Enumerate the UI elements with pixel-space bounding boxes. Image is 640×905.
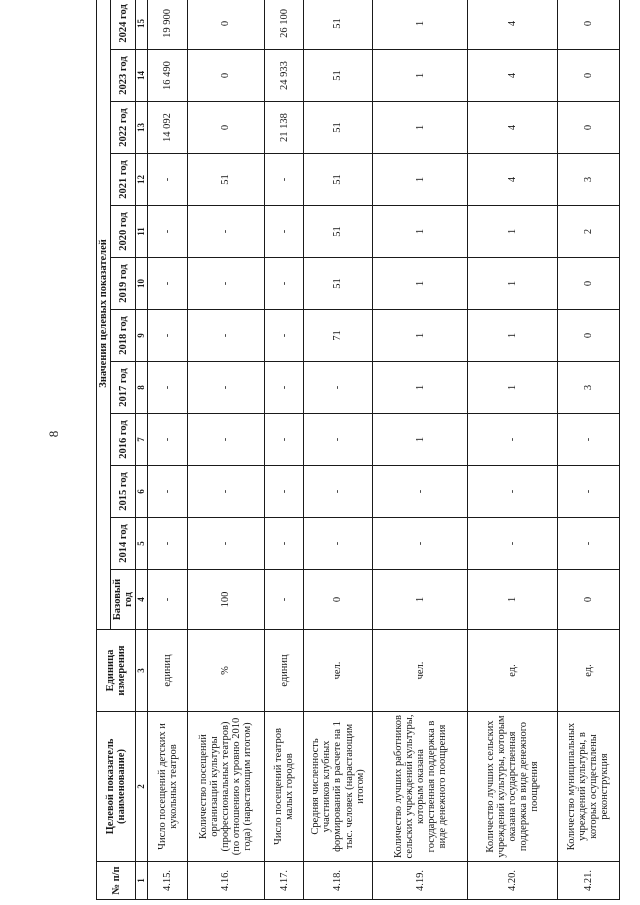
row-number: 4.18.	[304, 862, 373, 900]
column-number: 10	[136, 258, 148, 310]
value-cell: -	[264, 310, 303, 362]
indicator-name: Число посещений театров малых городов	[264, 712, 303, 862]
column-number: 15	[136, 0, 148, 50]
value-cell: 24 933	[264, 50, 303, 102]
value-cell: 0	[557, 570, 619, 630]
value-cell: 1	[372, 362, 468, 414]
value-cell: 1	[468, 206, 557, 258]
value-cell: 51	[304, 50, 373, 102]
row-number: 4.20.	[468, 862, 557, 900]
value-cell: -	[264, 206, 303, 258]
header-year: 2016 год	[111, 414, 136, 466]
column-number: 2	[136, 712, 148, 862]
value-cell: -	[264, 154, 303, 206]
value-cell: 51	[187, 154, 264, 206]
table-row	[557, 0, 619, 900]
unit-cell: единиц	[148, 630, 187, 712]
value-cell: -	[304, 414, 373, 466]
value-cell: -	[187, 258, 264, 310]
page-number: 8	[46, 430, 61, 438]
value-cell: -	[148, 206, 187, 258]
value-cell: -	[468, 518, 557, 570]
value-cell: 1	[372, 50, 468, 102]
column-number: 1	[136, 862, 148, 900]
column-number: 13	[136, 102, 148, 154]
table-row	[304, 0, 373, 900]
unit-cell: %	[187, 630, 264, 712]
indicator-name: Количество лучших сельских учреждений культуры, которым оказана государственная поддержка в виде денежного поощрения	[468, 712, 557, 862]
value-cell: -	[148, 310, 187, 362]
column-number: 5	[136, 518, 148, 570]
value-cell: -	[187, 466, 264, 518]
value-cell: 51	[304, 258, 373, 310]
unit-cell: чел.	[304, 630, 373, 712]
value-cell: 0	[187, 50, 264, 102]
value-cell: 2	[557, 206, 619, 258]
value-cell: 0	[557, 102, 619, 154]
value-cell: 1	[372, 206, 468, 258]
header-year: 2023 год	[111, 50, 136, 102]
row-number: 4.15.	[148, 862, 187, 900]
value-cell: 0	[557, 0, 619, 50]
value-cell: 1	[372, 570, 468, 630]
value-cell: -	[304, 362, 373, 414]
indicator-name: Число посещений детских и кукольных театров	[148, 712, 187, 862]
value-cell: -	[148, 466, 187, 518]
value-cell: 3	[557, 154, 619, 206]
row-number: 4.19.	[372, 862, 468, 900]
target-indicators-table	[96, 0, 620, 900]
column-number-row	[136, 0, 148, 900]
value-cell: 1	[468, 570, 557, 630]
value-cell: 1	[372, 310, 468, 362]
header-year: 2014 год	[111, 518, 136, 570]
value-cell: -	[148, 362, 187, 414]
value-cell: -	[372, 466, 468, 518]
value-cell: -	[264, 362, 303, 414]
value-cell: -	[304, 518, 373, 570]
value-cell: -	[187, 206, 264, 258]
value-cell: -	[264, 258, 303, 310]
value-cell: 3	[557, 362, 619, 414]
column-number: 6	[136, 466, 148, 518]
table-row	[468, 0, 557, 900]
table-row	[187, 0, 264, 900]
value-cell: 1	[468, 362, 557, 414]
value-cell: 1	[468, 310, 557, 362]
value-cell: -	[468, 414, 557, 466]
value-cell: 26 100	[264, 0, 303, 50]
value-cell: -	[264, 518, 303, 570]
value-cell: 4	[468, 0, 557, 50]
value-cell: -	[468, 466, 557, 518]
header-year: 2022 год	[111, 102, 136, 154]
value-cell: 4	[468, 50, 557, 102]
value-cell: -	[557, 466, 619, 518]
value-cell: -	[264, 414, 303, 466]
header-year: 2018 год	[111, 310, 136, 362]
value-cell: 0	[187, 102, 264, 154]
column-number: 12	[136, 154, 148, 206]
value-cell: -	[264, 466, 303, 518]
indicator-name: Количество лучших работников сельских учреждений культуры, которым оказана государственная поддержка в виде денежного поощрения	[372, 712, 468, 862]
value-cell: -	[148, 258, 187, 310]
indicator-name: Количество муниципальных учреждений культуры, в которых осуществлены реконструкция	[557, 712, 619, 862]
value-cell: -	[187, 362, 264, 414]
column-number: 9	[136, 310, 148, 362]
value-cell: -	[304, 466, 373, 518]
header-year: 2020 год	[111, 206, 136, 258]
header-year: 2017 год	[111, 362, 136, 414]
header-row-group	[97, 0, 111, 900]
value-cell: -	[148, 518, 187, 570]
value-cell: 4	[468, 102, 557, 154]
value-cell: 0	[557, 50, 619, 102]
table-row	[264, 0, 303, 900]
header-indicator: Целевой показатель (наименование)	[97, 712, 136, 862]
value-cell: 51	[304, 0, 373, 50]
value-cell: 1	[372, 414, 468, 466]
value-cell: 51	[304, 102, 373, 154]
value-cell: 14 092	[148, 102, 187, 154]
value-cell: 1	[372, 0, 468, 50]
value-cell: 71	[304, 310, 373, 362]
value-cell: -	[372, 518, 468, 570]
value-cell: 1	[372, 102, 468, 154]
header-year: 2019 год	[111, 258, 136, 310]
value-cell: -	[557, 518, 619, 570]
value-cell: 0	[187, 0, 264, 50]
row-number: 4.21.	[557, 862, 619, 900]
rotated-table-sheet	[96, 0, 620, 900]
header-year: 2021 год	[111, 154, 136, 206]
value-cell: -	[148, 414, 187, 466]
value-cell: -	[264, 570, 303, 630]
value-cell: -	[148, 154, 187, 206]
header-year: 2015 год	[111, 466, 136, 518]
value-cell: 51	[304, 154, 373, 206]
value-cell: 16 490	[148, 50, 187, 102]
table-row	[372, 0, 468, 900]
column-number: 14	[136, 50, 148, 102]
header-base-year: Базовый год	[111, 570, 136, 630]
value-cell: 1	[372, 154, 468, 206]
table-row	[148, 0, 187, 900]
column-number: 11	[136, 206, 148, 258]
value-cell: 0	[304, 570, 373, 630]
table-body	[148, 0, 620, 900]
column-number: 8	[136, 362, 148, 414]
value-cell: -	[557, 414, 619, 466]
value-cell: 21 138	[264, 102, 303, 154]
value-cell: 1	[372, 258, 468, 310]
indicator-name: Количество посещений организаций культуры (профессиональных театров) (по отношению к уровню 2010 года) (нарастающим итогом)	[187, 712, 264, 862]
value-cell: -	[148, 570, 187, 630]
row-number: 4.17.	[264, 862, 303, 900]
header-unit: Единица измерения	[97, 630, 136, 712]
value-cell: -	[187, 414, 264, 466]
column-number: 7	[136, 414, 148, 466]
header-num: № п/п	[97, 862, 136, 900]
value-cell: -	[187, 310, 264, 362]
value-cell: 1	[468, 258, 557, 310]
unit-cell: ед.	[557, 630, 619, 712]
value-cell: 51	[304, 206, 373, 258]
unit-cell: единиц	[264, 630, 303, 712]
value-cell: 0	[557, 310, 619, 362]
header-values-group: Значения целевых показателей	[97, 0, 111, 630]
value-cell: 100	[187, 570, 264, 630]
value-cell: 19 900	[148, 0, 187, 50]
row-number: 4.16.	[187, 862, 264, 900]
indicator-name: Средняя численность участников клубных формирований в расчете на 1 тыс. человек (нарастающим итогом)	[304, 712, 373, 862]
column-number: 3	[136, 630, 148, 712]
value-cell: -	[187, 518, 264, 570]
unit-cell: чел.	[372, 630, 468, 712]
unit-cell: ед.	[468, 630, 557, 712]
header-year: 2024 год	[111, 0, 136, 50]
value-cell: 0	[557, 258, 619, 310]
column-number: 4	[136, 570, 148, 630]
value-cell: 4	[468, 154, 557, 206]
